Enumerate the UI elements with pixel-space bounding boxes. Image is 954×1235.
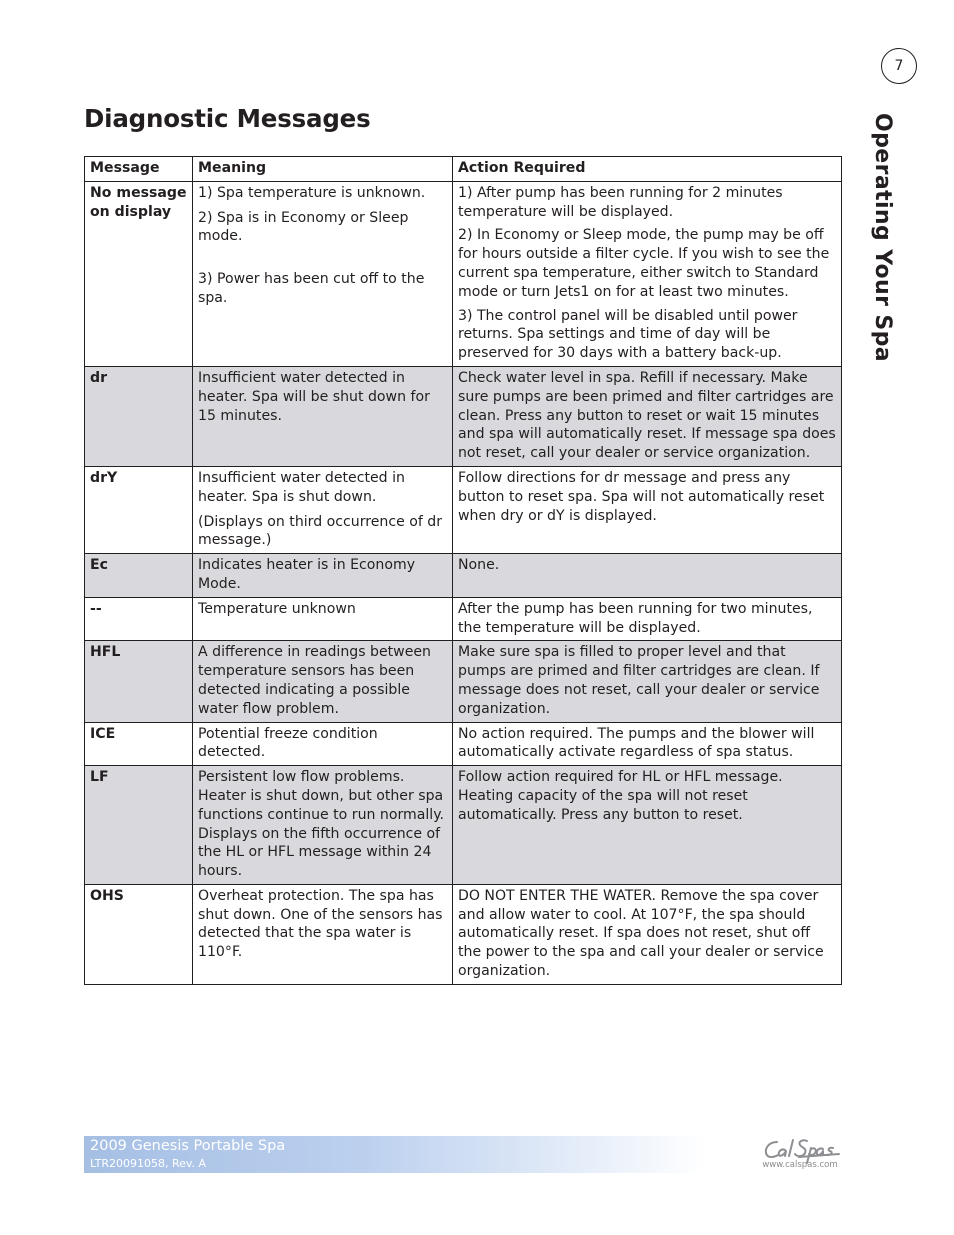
table-row: [85, 597, 842, 641]
action-text: 1) After pump has been running for 2 minutes temperature will be displayed.: [458, 184, 783, 220]
action-cell: Check water level in spa. Refill if necessary. Make sure pumps are been primed and filter cartridges are clean. Press any button to reset or wait 15 minutes and spa will automatically reset. If message spa does not reset, call your dealer or service organization.: [453, 366, 842, 466]
message-cell: dr: [85, 366, 193, 466]
action-cell: None.: [453, 554, 842, 598]
message-cell: LF: [85, 766, 193, 885]
table-row: [85, 884, 842, 984]
action-cell: Make sure spa is filled to proper level and that pumps are primed and filter cartridges are clean. If message does not reset, call your dealer or service organization.: [453, 641, 842, 722]
table-row: [85, 181, 842, 366]
message-cell: OHS: [85, 884, 193, 984]
table-row: [85, 641, 842, 722]
section-side-title: Operating Your Spa: [870, 113, 895, 363]
meaning-text: 2) Spa is in Economy or Sleep mode.: [198, 209, 409, 245]
action-cell: DO NOT ENTER THE WATER. Remove the spa cover and allow water to cool. At 107°F, the spa should automatically reset. If spa does not reset, shut off the power to the spa and call your dealer or service organization.: [453, 884, 842, 984]
table-header-row: [85, 157, 842, 182]
action-text: 2) In Economy or Sleep mode, the pump may be off for hours outside a filter cycle. If you wish to see the current spa temperature, either switch to Standard mode or turn Jets1 on for at least two minutes.: [458, 227, 830, 300]
page-number: 7: [881, 48, 917, 84]
action-cell: Follow action required for HL or HFL message. Heating capacity of the spa will not reset automatically. Press any button to reset.: [453, 766, 842, 885]
message-cell: ICE: [85, 722, 193, 766]
header-action-required: Action Required: [453, 157, 842, 182]
header-meaning: Meaning: [193, 157, 453, 182]
table-row: [85, 554, 842, 598]
page-title: Diagnostic Messages: [84, 104, 371, 133]
message-cell: Ec: [85, 554, 193, 598]
diagnostic-messages-table: [84, 156, 842, 985]
website-url: www.calspas.com: [762, 1160, 838, 1170]
message-cell: HFL: [85, 641, 193, 722]
table-row: [85, 366, 842, 466]
meaning-text: (Displays on third occurrence of dr message.): [198, 513, 443, 549]
footer-document-code: LTR20091058, Rev. A: [90, 1157, 207, 1170]
meaning-cell: [193, 466, 453, 553]
meaning-cell: [193, 181, 453, 366]
meaning-text: 1) Spa temperature is unknown.: [198, 184, 426, 201]
footer-title: 2009 Genesis Portable Spa: [90, 1138, 286, 1154]
action-cell: [453, 181, 842, 366]
meaning-text: Insufficient water detected in heater. Spa is shut down.: [198, 469, 405, 505]
meaning-cell: Indicates heater is in Economy Mode.: [193, 554, 453, 598]
message-cell: No message on display: [85, 181, 193, 366]
meaning-text: 3) Power has been cut off to the spa.: [198, 271, 425, 306]
message-cell: drY: [85, 466, 193, 553]
meaning-cell: A difference in readings between temperature sensors has been detected indicating a possible water flow problem.: [193, 641, 453, 722]
action-cell: After the pump has been running for two minutes, the temperature will be displayed.: [453, 597, 842, 641]
action-cell: No action required. The pumps and the blower will automatically activate regardless of spa status.: [453, 722, 842, 766]
table-row: [85, 722, 842, 766]
meaning-cell: Persistent low flow problems. Heater is shut down, but other spa functions continue to run normally. Displays on the fifth occurrence of the HL or HFL message within 24 hours.: [193, 766, 453, 885]
meaning-cell: Overheat protection. The spa has shut down. One of the sensors has detected that the spa water is 110°F.: [193, 884, 453, 984]
table-row: [85, 766, 842, 885]
meaning-cell: Insufficient water detected in heater. Spa will be shut down for 15 minutes.: [193, 366, 453, 466]
header-message: Message: [85, 157, 193, 182]
table-row: [85, 466, 842, 553]
action-cell: Follow directions for dr message and press any button to reset spa. Spa will not automatically reset when dry or dY is displayed.: [453, 466, 842, 553]
message-cell: --: [85, 597, 193, 641]
meaning-cell: Temperature unknown: [193, 597, 453, 641]
action-text: 3) The control panel will be disabled until power returns. Spa settings and time of day will be preserved for 30 days with a battery back-up.: [458, 307, 798, 362]
meaning-cell: Potential freeze condition detected.: [193, 722, 453, 766]
